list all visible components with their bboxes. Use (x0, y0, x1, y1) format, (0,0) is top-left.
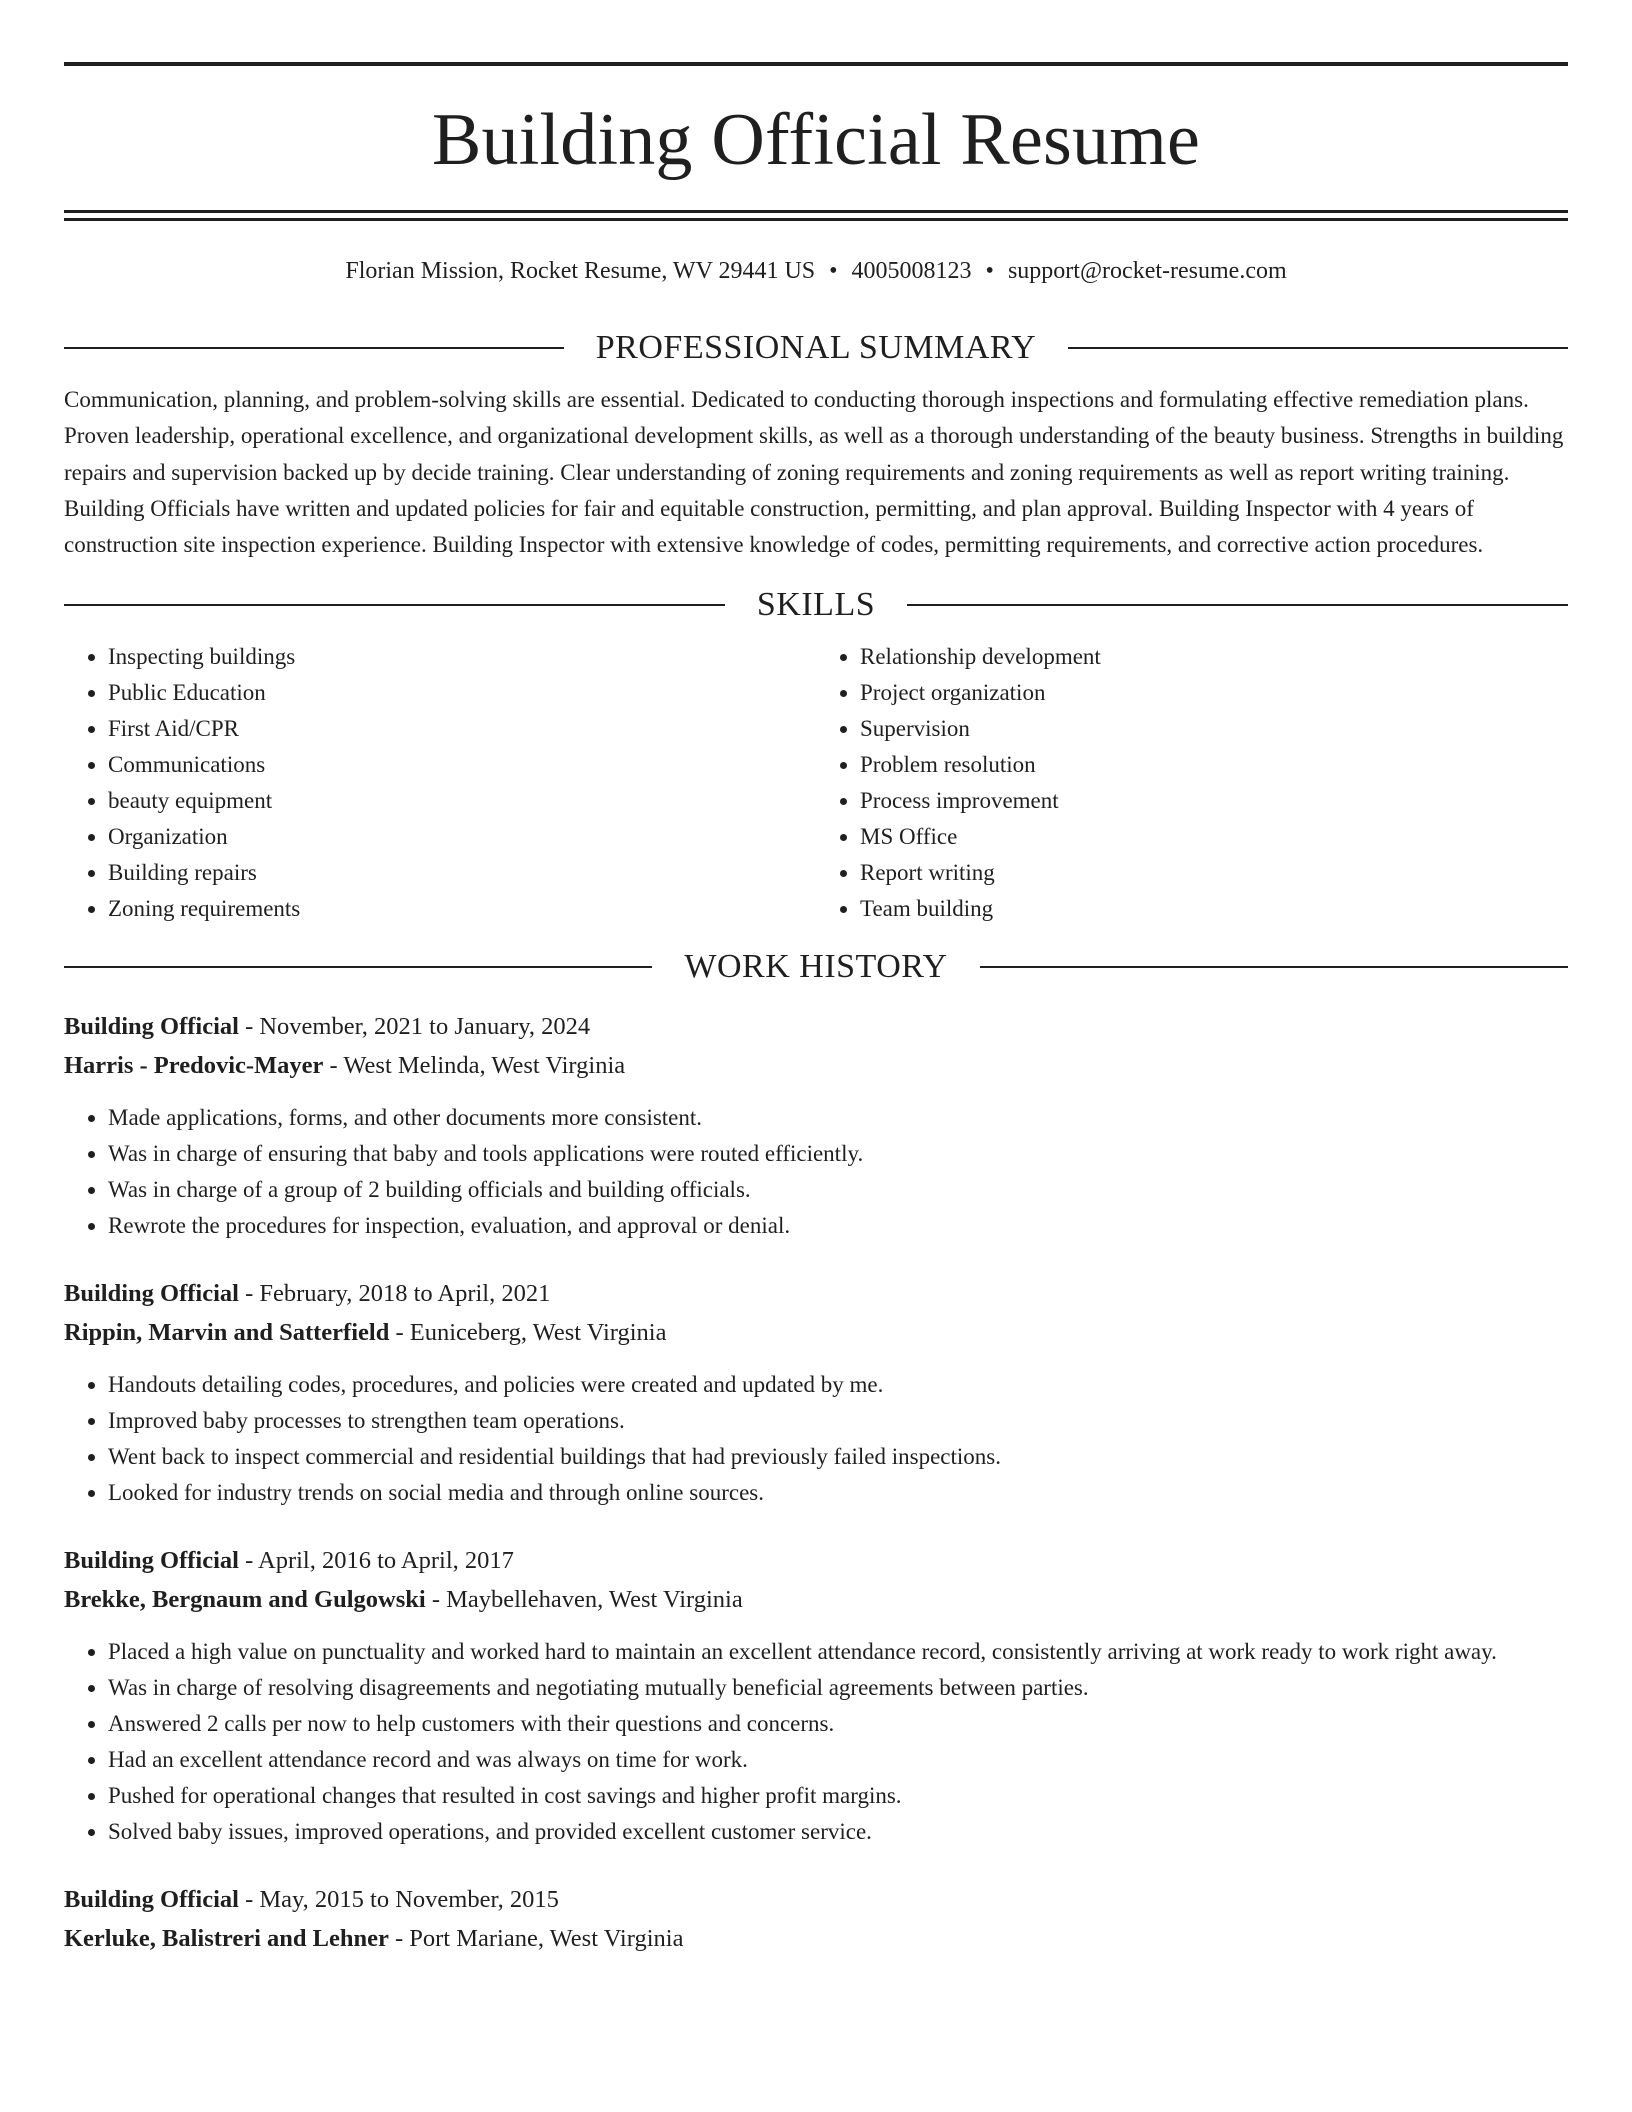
job-title-line (64, 1882, 1568, 1918)
job-bullet: • Was in charge of a group of 2 building officials and building officials. (108, 1172, 1568, 1208)
job-entry (64, 1009, 1568, 1244)
skill-item: • First Aid/CPR (108, 711, 816, 747)
job-bullet: • Handouts detailing codes, procedures, and policies were created and updated by me. (108, 1367, 1568, 1403)
job-bullet: • Had an excellent attendance record and was always on time for work. (108, 1742, 1568, 1778)
heading-rule-left (64, 347, 564, 349)
job-bullet: • Looked for industry trends on social media and through online sources. (108, 1475, 1568, 1511)
skill-item: • Supervision (860, 711, 1568, 747)
contact-separator: • (985, 258, 994, 284)
job-location: - West Melinda, West Virginia (323, 1052, 626, 1080)
skill-item: • Project organization (860, 675, 1568, 711)
job-bullet: • Was in charge of resolving disagreements and negotiating mutually beneficial agreements between parties. (108, 1670, 1568, 1706)
skills-list-left (64, 639, 816, 927)
job-company: Brekke, Bergnaum and Gulgowski (64, 1586, 426, 1614)
skill-item: • Relationship development (860, 639, 1568, 675)
job-company-line (64, 1315, 1568, 1351)
job-company-line (64, 1582, 1568, 1618)
job-location: - Euniceberg, West Virginia (389, 1319, 667, 1347)
skill-item: • Organization (108, 819, 816, 855)
job-dates: - November, 2021 to January, 2024 (238, 1013, 591, 1041)
summary-section-heading (64, 328, 1568, 368)
job-entry (64, 1543, 1568, 1850)
job-location: - Port Mariane, West Virginia (388, 1925, 684, 1953)
job-title-line (64, 1009, 1568, 1045)
job-company: Kerluke, Balistreri and Lehner (64, 1925, 389, 1953)
skill-item: • Public Education (108, 675, 816, 711)
contact-address: Florian Mission, Rocket Resume, WV 29441 US (345, 258, 816, 284)
job-bullet: • Placed a high value on punctuality and worked hard to maintain an excellent attendance record, consistently arriving at work ready to work right away. (108, 1634, 1568, 1670)
skill-item: • Report writing (860, 855, 1568, 891)
job-title: Building Official (64, 1886, 239, 1914)
job-bullet: • Went back to inspect commercial and residential buildings that had previously failed inspections. (108, 1439, 1568, 1475)
work-history-list (64, 1009, 1568, 1957)
skill-item: • Team building (860, 891, 1568, 927)
job-bullets (64, 1100, 1568, 1244)
job-dates: - April, 2016 to April, 2017 (238, 1547, 514, 1575)
job-company: Harris - Predovic-Mayer (64, 1052, 324, 1080)
skills-section-heading (64, 585, 1568, 625)
top-rule (64, 62, 1568, 66)
contact-phone: 4005008123 (851, 258, 972, 284)
skill-item: • Zoning requirements (108, 891, 816, 927)
contact-separator: • (829, 258, 838, 284)
job-title: Building Official (64, 1547, 239, 1575)
contact-email: support@rocket-resume.com (1007, 258, 1287, 284)
heading-rule-right (980, 966, 1568, 968)
skill-item: • Communications (108, 747, 816, 783)
skill-item: • Process improvement (860, 783, 1568, 819)
job-bullet: • Pushed for operational changes that resulted in cost savings and higher profit margins. (108, 1778, 1568, 1814)
job-title: Building Official (64, 1280, 239, 1308)
job-bullets (64, 1634, 1568, 1850)
work-heading-label: WORK HISTORY (684, 948, 948, 986)
heading-rule-left (64, 604, 725, 606)
job-bullet: • Answered 2 calls per now to help customers with their questions and concerns. (108, 1706, 1568, 1742)
job-company-line (64, 1048, 1568, 1084)
job-dates: - February, 2018 to April, 2021 (238, 1280, 551, 1308)
job-location: - Maybellehaven, West Virginia (425, 1586, 743, 1614)
work-section-heading (64, 947, 1568, 987)
job-bullet: • Was in charge of ensuring that baby and tools applications were routed efficiently. (108, 1136, 1568, 1172)
title-double-rule (64, 210, 1568, 221)
job-bullet: • Solved baby issues, improved operations, and provided excellent customer service. (108, 1814, 1568, 1850)
job-bullet: • Improved baby processes to strengthen team operations. (108, 1403, 1568, 1439)
professional-summary-text: Communication, planning, and problem-solving skills are essential. Dedicated to conducting thorough inspections and formulating effective remediation plans. Proven leadership, operational excellence, and organizational development skills, as well as a thorough understanding of the beauty business. Strengths in building repairs and supervision backed up by decide training. Clear understanding of zoning requirements and zoning requirements as well as report writing training. Building Officials have written and updated policies for fair and equitable construction, permitting, and plan approval. Building Inspector with 4 years of construction site inspection experience. Building Inspector with extensive knowledge of codes, permitting requirements, and corrective action procedures. (64, 387, 1564, 558)
skills-list-right (816, 639, 1568, 927)
job-title-line (64, 1276, 1568, 1312)
skill-item: • Inspecting buildings (108, 639, 816, 675)
job-bullets (64, 1367, 1568, 1511)
contact-line (64, 256, 1568, 286)
heading-rule-left (64, 966, 652, 968)
summary-heading-label: PROFESSIONAL SUMMARY (595, 329, 1037, 366)
resume-title: Building Official Resume (432, 99, 1200, 181)
job-title: Building Official (64, 1013, 239, 1041)
job-dates: - May, 2015 to November, 2015 (238, 1886, 559, 1914)
skill-item: • Problem resolution (860, 747, 1568, 783)
job-company: Rippin, Marvin and Satterfield (64, 1319, 390, 1347)
job-bullet: • Rewrote the procedures for inspection, evaluation, and approval or denial. (108, 1208, 1568, 1244)
skill-item: • MS Office (860, 819, 1568, 855)
skill-item: • beauty equipment (108, 783, 816, 819)
job-bullet: • Made applications, forms, and other documents more consistent. (108, 1100, 1568, 1136)
skills-heading-label: SKILLS (756, 586, 876, 624)
skills-columns (64, 639, 1568, 927)
skill-item: • Building repairs (108, 855, 816, 891)
resume-page (64, 62, 1568, 1957)
job-entry (64, 1882, 1568, 1957)
job-title-line (64, 1543, 1568, 1579)
heading-rule-right (1068, 347, 1568, 349)
job-entry (64, 1276, 1568, 1511)
heading-rule-right (907, 604, 1568, 606)
job-company-line (64, 1921, 1568, 1957)
